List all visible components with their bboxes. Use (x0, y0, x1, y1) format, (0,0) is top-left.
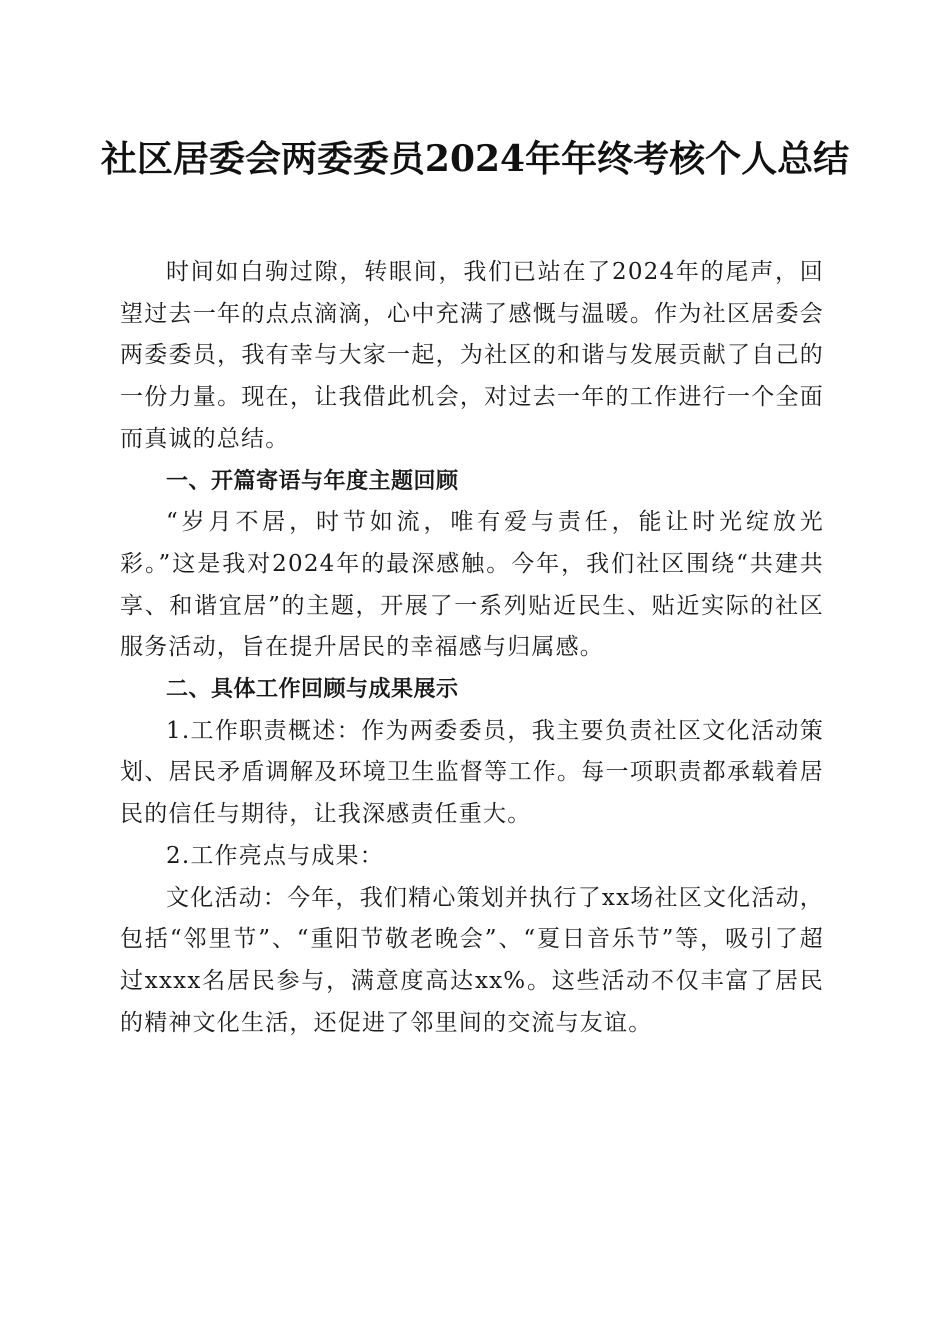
theme-paragraph: “岁月不居，时节如流，唯有爱与责任，能让时光绽放光彩。”这是我对2024年的最深感触。今年，我们社区围绕“共建共享、和谐宜居”的主题，开展了一系列贴近民生、贴近实际的社区服务活动，旨在提升居民的幸福感与归属感。 (120, 509, 824, 661)
duties-paragraph: 1.工作职责概述：作为两委委员，我主要负责社区文化活动策划、居民矛盾调解及环境卫生监督等工作。每一项职责都承载着居民的信任与期待，让我深感责任重大。 (120, 717, 824, 828)
document-body (120, 252, 824, 1044)
intro-paragraph: 时间如白驹过隙，转眼间，我们已站在了2024年的尾声，回望过去一年的点点滴滴，心中充满了感慨与温暖。作为社区居委会两委委员，我有幸与大家一起，为社区的和谐与发展贡献了自己的一份力量。现在，让我借此机会，对过去一年的工作进行一个全面而真诚的总结。 (120, 259, 824, 452)
culture-paragraph: 文化活动：今年，我们精心策划并执行了xx场社区文化活动，包括“邻里节”、“重阳节敬老晚会”、“夏日音乐节”等，吸引了超过xxxx名居民参与，满意度高达xx%。这些活动不仅丰富了居民的精神文化生活，还促进了邻里间的交流与友谊。 (120, 884, 824, 1036)
section-heading-1: 一、开篇寄语与年度主题回顾 (166, 468, 459, 494)
document-title: 社区居委会两委委员2024年年终考核个人总结 (100, 138, 850, 180)
section-heading-2: 二、具体工作回顾与成果展示 (166, 677, 459, 703)
highlights-paragraph: 2.工作亮点与成果： (166, 842, 384, 869)
